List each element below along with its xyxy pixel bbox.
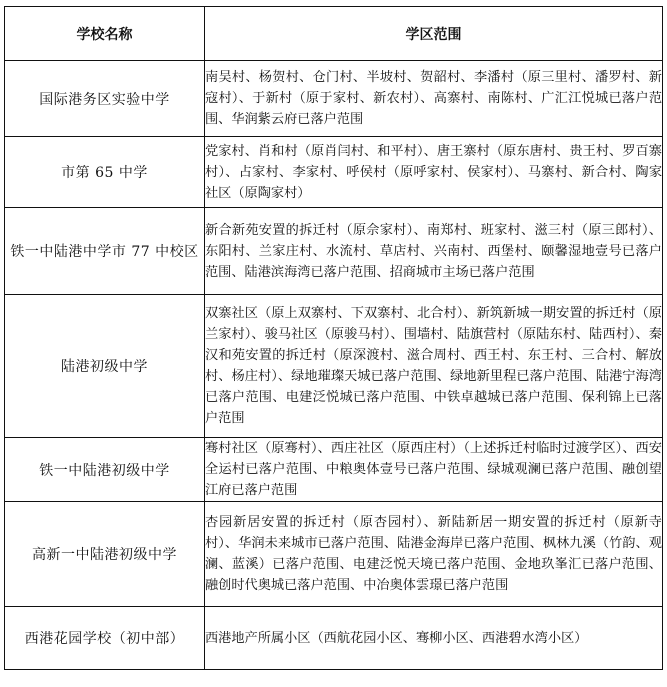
- district-range-cell: 双寨社区（原上双寨村、下双寨村、北合村）、新筑新城一期安置的拆迁村（原兰家村）、骏马社区（原骏马村）、围墙村、陆旗营村（原陆东村、陆西村）、秦汉和苑安置的拆迁村（原深渡村、滋合周村、西王村、东王村、三合村、解放村、杨庄村）、绿地璀璨天城已落户范围、绿地新里程已落户范围、陆港宁海湾已落户范围、电建泛悦城已落户范围、中铁卓越城已落户范围、保利锦上已落户范围: [205, 295, 663, 438]
- school-name-cell: 西港花园学校（初中部）: [5, 607, 205, 670]
- table-row: [5, 502, 663, 607]
- district-range-cell: 党家村、肖和村（原肖闫村、和平村）、唐王寨村（原东唐村、贵王村、罗百寨村）、占家村、李家村、呼侯村（原呼家村、侯家村）、马寨村、新合村、陶家社区（原陶家村）: [205, 137, 663, 208]
- school-district-table: [4, 6, 663, 670]
- table-row: [5, 208, 663, 295]
- header-district-range: 学区范围: [205, 7, 663, 61]
- school-name-cell: 铁一中陆港初级中学: [5, 438, 205, 502]
- school-name-cell: 市第 65 中学: [5, 137, 205, 208]
- table-row: [5, 438, 663, 502]
- district-range-cell: 杏园新居安置的拆迁村（原杏园村）、新陆新居一期安置的拆迁村（原新寺村）、华润未来城市已落户范围、陆港金海岸已落户范围、枫林九溪（竹韵、观澜、蓝溪）已落户范围、电建泛悦天境已落户范围、金地玖峯汇已落户范围、融创时代奥城已落户范围、中冶奥体雲璟已落户范围: [205, 502, 663, 607]
- table-row: [5, 61, 663, 137]
- table-row: [5, 137, 663, 208]
- school-name-cell: 陆港初级中学: [5, 295, 205, 438]
- table-row: [5, 295, 663, 438]
- district-range-cell: 南吴村、杨贺村、仓门村、半坡村、贺韶村、李潘村（原三里村、潘罗村、新寇村）、于新村（原于家村、新农村）、高寨村、南陈村、广汇江悦城已落户范围、华润紫云府已落户范围: [205, 61, 663, 137]
- table-row: [5, 607, 663, 670]
- district-range-cell: 西港地产所属小区（西航花园小区、骞柳小区、西港碧水湾小区）: [205, 607, 663, 670]
- school-name-cell: 铁一中陆港中学市 77 中校区: [5, 208, 205, 295]
- school-name-cell: 高新一中陆港初级中学: [5, 502, 205, 607]
- header-row: [5, 7, 663, 61]
- district-range-cell: 新合新苑安置的拆迁村（原佘家村）、南郑村、班家村、滋三村（原三郎村）、东阳村、兰家庄村、水流村、草店村、兴南村、西堡村、颐馨湿地壹号已落户范围、陆港滨海湾已落户范围、招商城市主场已落户范围: [205, 208, 663, 295]
- district-range-cell: 骞村社区（原骞村）、西庄社区（原西庄村）（上述拆迁村临时过渡学区）、西安全运村已落户范围、中粮奥体壹号已落户范围、绿城观澜已落户范围、融创望江府已落户范围: [205, 438, 663, 502]
- header-school-name: 学校名称: [5, 7, 205, 61]
- school-name-cell: 国际港务区实验中学: [5, 61, 205, 137]
